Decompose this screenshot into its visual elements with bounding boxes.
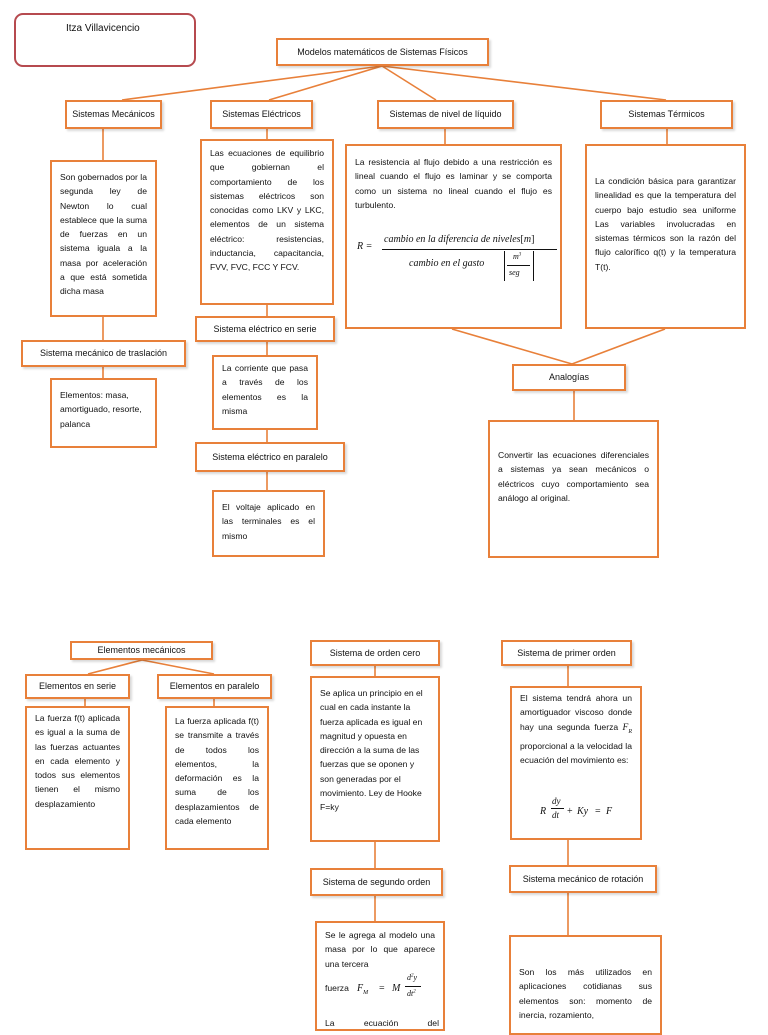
connector [142, 660, 214, 674]
connector [269, 66, 382, 100]
elementos-mecanicos-title: Elementos mecánicos [70, 641, 213, 660]
sistemas-electricos-title: Sistemas Eléctricos [210, 100, 313, 129]
connector [382, 66, 666, 100]
elementos-paralelo-desc: La fuerza aplicada f(t) se transmite a través de todos los elementos, la deformación es la suma de los desplazamientos de cada elemento [165, 706, 269, 850]
analogias-title: Analogías [512, 364, 626, 391]
fuerza-label: fuerza [325, 983, 349, 993]
primer-orden-desc-a: El sistema tendrá ahora un amortiguador viscoso donde hay una segunda fuerza [520, 693, 632, 732]
nivel-liquido-box [345, 144, 562, 329]
elementos-serie-desc: La fuerza f(t) aplicada es igual a la suma de las fuerzas actuantes en cada elemento y todos sus elementos tienen el mismo desplazamiento [25, 706, 130, 850]
electrico-paralelo-title: Sistema eléctrico en paralelo [195, 442, 345, 472]
primer-orden-desc-b: proporcional a la velocidad la ecuación del movimiento es: [520, 740, 632, 766]
primer-orden-title: Sistema de primer orden [501, 640, 632, 666]
root-title: Modelos matemáticos de Sistemas Físicos [276, 38, 489, 66]
primer-orden-box [510, 686, 642, 840]
traslacion-desc: Elementos: masa, amortiguado, resorte, palanca [50, 378, 157, 448]
segundo-orden-box [315, 921, 445, 1031]
connector [572, 329, 665, 364]
fr-symbol: $F_R$ [622, 722, 633, 735]
elementos-serie-title: Elementos en serie [25, 674, 130, 699]
unit-den: seg [509, 268, 520, 277]
connector [88, 660, 142, 674]
formula-den-unit [504, 251, 534, 281]
author-name-box [14, 13, 196, 67]
elementos-paralelo-title: Elementos en paralelo [157, 674, 272, 699]
sistemas-termicos-desc: La condición básica para garantizar linealidad es que la temperatura del cuerpo bajo estudio sea uniforme Las variables involucradas en sistemas térmicos son la razón del flujo calorífico q(t) y la temperatura T(t). [585, 144, 746, 329]
electrico-serie-title: Sistema eléctrico en serie [195, 316, 335, 342]
fraction-bar [382, 249, 557, 250]
sistemas-mecanicos-title: Sistemas Mecánicos [65, 100, 162, 129]
nivel-liquido-desc: La resistencia al flujo debido a una restricción es lineal cuando el flujo es laminar y se comporta como un sistema no lineal cuando el flujo es turbulento. [355, 157, 552, 210]
formula-numerator: cambio en la diferencia de niveles[m] [384, 234, 535, 245]
primer-orden-desc [512, 688, 640, 767]
segundo-orden-cut-text: La ecuación del [325, 1018, 439, 1028]
electrico-serie-desc: La corriente que pasa a través de los elementos es la misma [212, 355, 318, 430]
first-order-formula: R dy dt + Ky = F [540, 796, 613, 820]
nivel-liquido-title: Sistemas de nivel de líquido [377, 100, 514, 129]
electrico-paralelo-desc: El voltaje aplicado en las terminales es el mismo [212, 490, 325, 557]
sistemas-electricos-desc: Las ecuaciones de equilibrio que gobiernan el comportamiento de los sistemas eléctricos son conocidas como LKV y LKC, elementos de un sistema eléctrico: resistencias, inductancia, capacitancia, FVV, FVC, FCC Y FCV. [200, 139, 334, 305]
segundo-orden-title: Sistema de segundo orden [310, 868, 443, 896]
connector [452, 329, 572, 364]
second-order-formula: $F_M$ = M $d^2y$ $dt^2$ [357, 973, 437, 1009]
formula-num-unit: m [523, 234, 532, 245]
unit-num: m [513, 252, 519, 261]
author-name: Itza Villavicencio [66, 23, 140, 34]
formula-lhs: R = [357, 241, 373, 252]
rotacion-desc: Son los más utilizados en aplicaciones cotidianas sus elementos son: momento de inercia, rozamiento, [509, 935, 662, 1035]
formula-num-text: cambio en la diferencia de niveles [384, 234, 521, 245]
analogias-desc: Convertir las ecuaciones diferenciales a sistemas ya sean mecánicos o eléctricos cuyo comportamiento sea análogo al original. [488, 420, 659, 558]
segundo-orden-desc: Se le agrega al modelo una masa por lo que aparece una tercera [325, 930, 435, 969]
sistemas-termicos-title: Sistemas Térmicos [600, 100, 733, 129]
connector [122, 66, 382, 100]
orden-cero-title: Sistema de orden cero [310, 640, 440, 666]
formula-den-text: cambio en el gasto [409, 258, 485, 269]
orden-cero-desc: Se aplica un principio en el cual en cada instante la fuerza aplicada es igual en magnitud y opuesta en dirección a la suma de las fuerzas que se oponen y son generadas por el movimiento. Ley de Hooke F=ky [310, 676, 440, 842]
sistemas-mecanicos-desc: Son gobernados por la segunda ley de Newton lo cual establece que la suma de fuerzas en un sistema iguala a la masa por aceleración a que está sometida dicha masa [50, 160, 157, 317]
unit-exp: 3 [518, 252, 522, 258]
rotacion-title: Sistema mecánico de rotación [509, 865, 657, 893]
traslacion-title: Sistema mecánico de traslación [21, 340, 186, 367]
